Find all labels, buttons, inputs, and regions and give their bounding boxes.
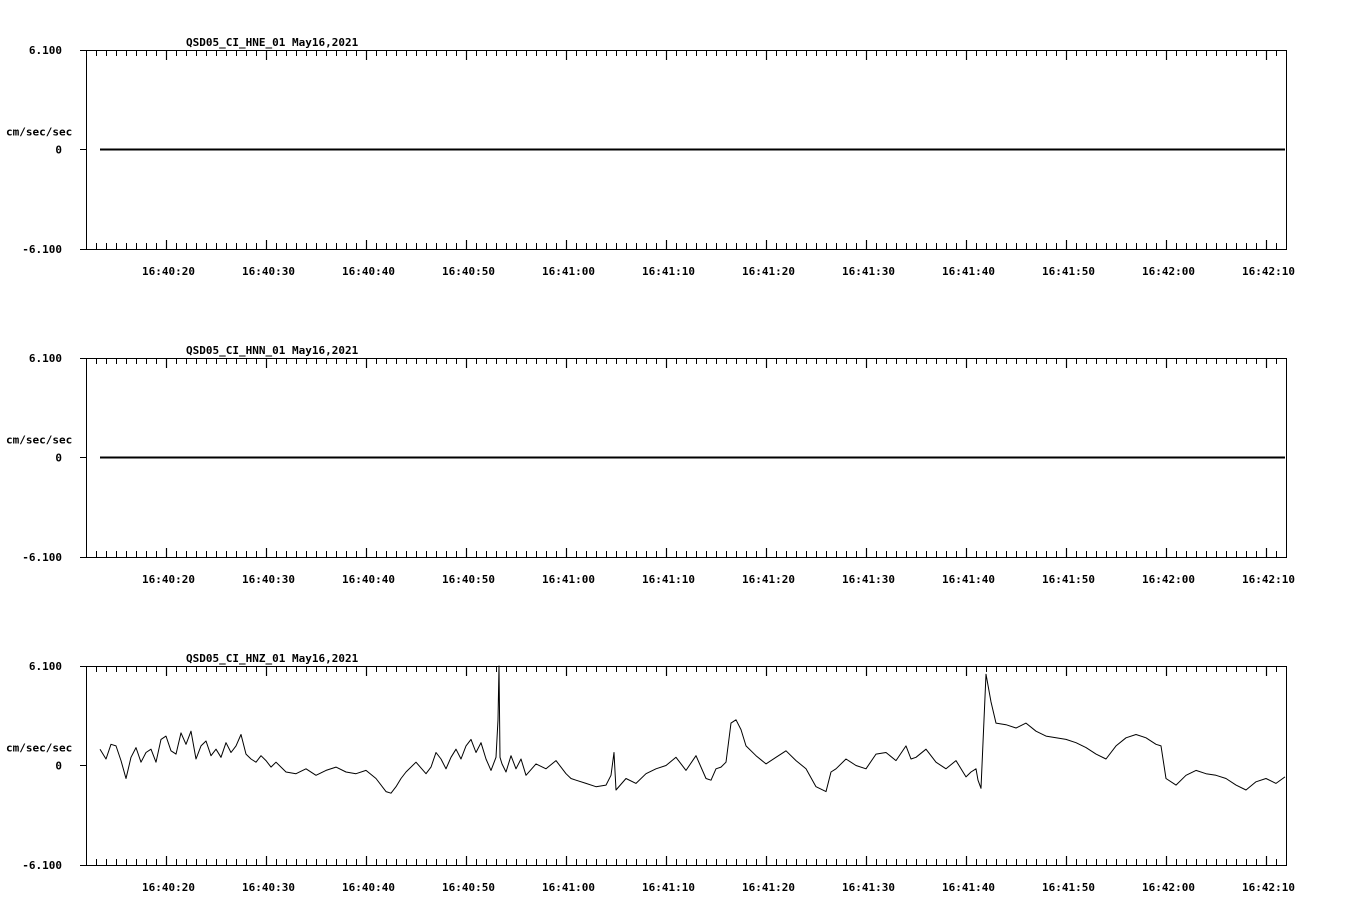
x-tick-label: 16:42:10: [1242, 573, 1295, 586]
chart-title: QSD05_CI_HNE_01 May16,2021: [186, 36, 359, 49]
y-tick-label: 6.100: [28, 352, 62, 365]
x-tick-label: 16:40:40: [342, 265, 395, 278]
chart-title: QSD05_CI_HNZ_01 May16,2021: [186, 652, 359, 665]
x-tick-label: 16:41:50: [1042, 265, 1095, 278]
x-tick-label: 16:40:20: [142, 265, 195, 278]
chart-title: QSD05_CI_HNN_01 May16,2021: [186, 344, 359, 357]
y-ticks: [80, 51, 86, 250]
y-axis-label: cm/sec/sec: [6, 741, 73, 755]
x-tick-label: 16:41:10: [642, 573, 695, 586]
x-tick-label: 16:41:00: [542, 881, 595, 894]
x-tick-label: 16:40:20: [142, 573, 195, 586]
x-tick-label: 16:41:50: [1042, 881, 1095, 894]
x-tick-label: 16:40:50: [442, 573, 495, 586]
hnz-panel: [6, 652, 1295, 894]
x-tick-label: 16:42:00: [1142, 573, 1195, 586]
y-axis-label: cm/sec/sec: [6, 125, 73, 139]
x-tick-label: 16:40:50: [442, 881, 495, 894]
waveform-trace: [100, 666, 1285, 793]
x-tick-label: 16:42:00: [1142, 881, 1195, 894]
y-tick-label: 6.100: [28, 44, 62, 57]
minor-ticks: [97, 666, 1277, 865]
y-axis-label: cm/sec/sec: [6, 433, 73, 447]
x-tick-label: 16:40:40: [342, 573, 395, 586]
x-tick-label: 16:41:10: [642, 265, 695, 278]
x-tick-label: 16:41:30: [842, 573, 895, 586]
y-tick-label: -6.100: [22, 243, 62, 256]
y-tick-label: 0: [55, 759, 62, 773]
x-tick-label: 16:41:50: [1042, 573, 1095, 586]
x-tick-label: 16:40:30: [242, 573, 295, 586]
x-tick-label: 16:41:40: [942, 881, 995, 894]
x-tick-label: 16:41:10: [642, 881, 695, 894]
x-tick-label: 16:40:40: [342, 881, 395, 894]
x-tick-label: 16:40:30: [242, 265, 295, 278]
x-tick-label: 16:41:00: [542, 265, 595, 278]
x-tick-label: 16:41:20: [742, 573, 795, 586]
x-tick-label: 16:42:00: [1142, 265, 1195, 278]
y-tick-label: -6.100: [22, 859, 62, 872]
y-ticks: [80, 359, 86, 558]
plot-frame: [87, 667, 1287, 866]
hnn-panel: [6, 344, 1295, 586]
x-tick-label: 16:41:20: [742, 265, 795, 278]
x-tick-label: 16:40:20: [142, 881, 195, 894]
x-tick-label: 16:41:40: [942, 573, 995, 586]
y-ticks: [80, 667, 86, 866]
y-tick-label: 6.100: [28, 660, 62, 673]
x-tick-label: 16:41:30: [842, 881, 895, 894]
x-tick-label: 16:41:30: [842, 265, 895, 278]
x-tick-label: 16:41:20: [742, 881, 795, 894]
hne-panel: [6, 36, 1295, 278]
y-tick-label: 0: [55, 143, 62, 157]
y-tick-label: 0: [55, 451, 62, 465]
x-tick-label: 16:41:00: [542, 573, 595, 586]
x-tick-label: 16:40:50: [442, 265, 495, 278]
x-tick-label: 16:42:10: [1242, 265, 1295, 278]
x-tick-label: 16:40:30: [242, 881, 295, 894]
x-tick-label: 16:42:10: [1242, 881, 1295, 894]
y-tick-label: -6.100: [22, 551, 62, 564]
x-tick-label: 16:41:40: [942, 265, 995, 278]
